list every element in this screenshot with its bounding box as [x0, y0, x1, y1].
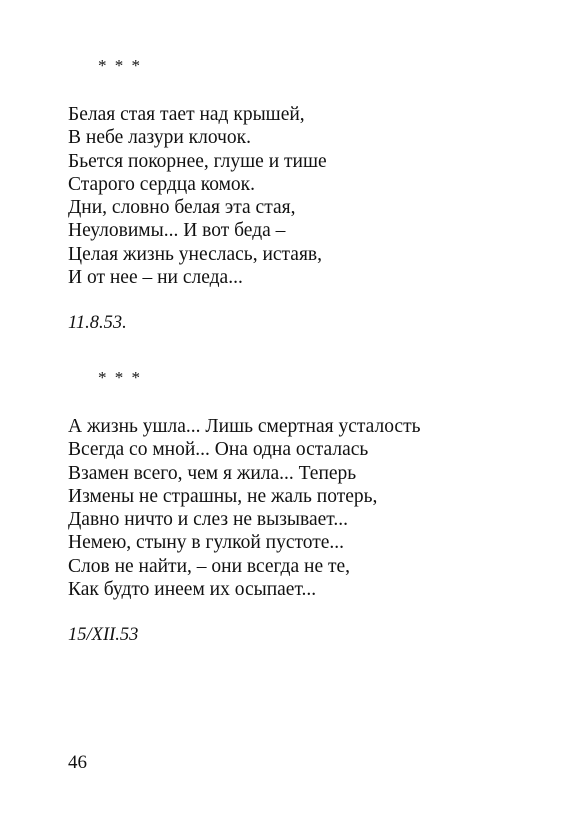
- poem-2: [68, 368, 548, 646]
- page-number: 46: [68, 752, 87, 773]
- poem-date: 15/XII.53: [68, 625, 139, 646]
- poem-line: Неуловимы... И вот беда –: [68, 220, 286, 242]
- poem-line: Давно ничто и слез не вызывает...: [68, 509, 348, 531]
- section-separator: * * *: [98, 368, 142, 387]
- poem-1: [68, 56, 548, 334]
- poem-line: Измены не страшны, не жаль потерь,: [68, 485, 378, 507]
- poem-stanza: [68, 103, 548, 289]
- poem-line: Бьется покорнее, глуше и тише: [68, 150, 327, 172]
- poem-line: Дни, словно белая эта стая,: [68, 197, 296, 219]
- poem-line: Как будто инеем их осыпает...: [68, 579, 317, 601]
- poem-line: Целая жизнь унеслась, истаяв,: [68, 243, 323, 265]
- poem-line: И от нее – ни следа...: [68, 267, 243, 289]
- poem-date: 11.8.53.: [68, 313, 127, 334]
- section-separator: * * *: [98, 56, 142, 75]
- poem-line: А жизнь ушла... Лишь смертная усталость: [68, 416, 421, 437]
- poem-line: Белая стая тает над крышей,: [68, 104, 305, 125]
- poem-stanza: [68, 415, 548, 601]
- poem-line: Старого сердца комок.: [68, 173, 256, 195]
- poem-line: Слов не найти, – они всегда не те,: [68, 555, 351, 577]
- poem-line: В небе лазури клочок.: [68, 127, 252, 149]
- poem-line: Всегда со мной... Она одна осталась: [68, 439, 369, 461]
- poem-line: Взамен всего, чем я жила... Теперь: [68, 462, 357, 484]
- poem-line: Немею, стыну в гулкой пустоте...: [68, 532, 345, 554]
